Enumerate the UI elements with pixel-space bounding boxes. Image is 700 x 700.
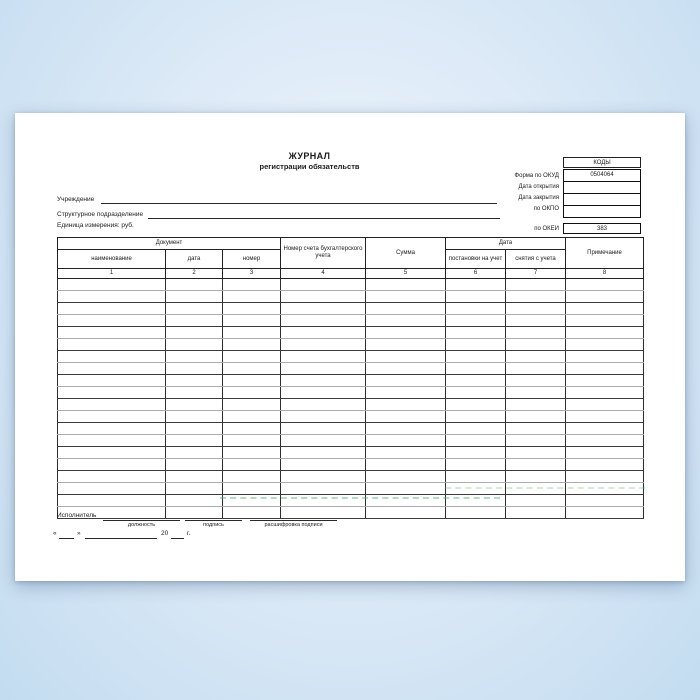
codes-label-okud: Форма по ОКУД: [514, 173, 559, 179]
table-row: [58, 303, 644, 315]
table-cell: [506, 375, 566, 387]
table-row: [58, 387, 644, 399]
table-cell: [223, 327, 281, 339]
table-cell: [566, 387, 644, 399]
table-cell: [223, 447, 281, 459]
header-dereg-date: снятия с учета: [506, 250, 566, 269]
table-cell: [223, 435, 281, 447]
column-number: 8: [566, 269, 644, 279]
table-row: [58, 447, 644, 459]
table-row: [58, 363, 644, 375]
watermark-dots: [220, 497, 500, 499]
table-cell: [566, 279, 644, 291]
table-cell: [506, 399, 566, 411]
table-cell: [566, 315, 644, 327]
header-sum: Сумма: [366, 238, 446, 269]
department-label: Структурное подразделение: [57, 211, 144, 218]
table-row: [58, 423, 644, 435]
table-cell: [366, 399, 446, 411]
table-cell: [506, 495, 566, 507]
table-cell: [223, 363, 281, 375]
table-row: [58, 327, 644, 339]
table-cell: [223, 339, 281, 351]
table-cell: [166, 387, 223, 399]
column-number: 6: [446, 269, 506, 279]
table-cell: [446, 315, 506, 327]
form-title: [57, 151, 562, 172]
date-year-suffix: г.: [187, 530, 191, 537]
table-cell: [58, 471, 166, 483]
table-cell: [506, 351, 566, 363]
header-note: Примечание: [566, 238, 644, 269]
table-row: [58, 291, 644, 303]
table-row: [58, 411, 644, 423]
table-cell: [366, 423, 446, 435]
table-cell: [366, 339, 446, 351]
codes-label-okei: по ОКЕИ: [534, 226, 559, 232]
table-cell: [366, 483, 446, 495]
table-cell: [223, 387, 281, 399]
table-cell: [166, 399, 223, 411]
table-cell: [446, 447, 506, 459]
table-cell: [566, 435, 644, 447]
table-cell: [281, 507, 366, 519]
department-line: [148, 217, 500, 219]
table-cell: [566, 507, 644, 519]
table-cell: [281, 423, 366, 435]
table-cell: [566, 471, 644, 483]
table-cell: [566, 423, 644, 435]
table-cell: [166, 303, 223, 315]
table-cell: [281, 279, 366, 291]
table-cell: [223, 351, 281, 363]
table-cell: [366, 363, 446, 375]
table-cell: [566, 351, 644, 363]
table-cell: [166, 315, 223, 327]
table-row: [58, 351, 644, 363]
table-cell: [281, 435, 366, 447]
table-cell: [506, 327, 566, 339]
table-cell: [366, 507, 446, 519]
table-cell: [566, 495, 644, 507]
table-cell: [58, 387, 166, 399]
codes-value-okei: 383: [563, 223, 641, 234]
table-cell: [58, 303, 166, 315]
table-cell: [166, 327, 223, 339]
table-cell: [166, 483, 223, 495]
table-cell: [506, 315, 566, 327]
table-row: [58, 459, 644, 471]
table-cell: [281, 375, 366, 387]
table-cell: [166, 339, 223, 351]
table-cell: [281, 303, 366, 315]
table-cell: [446, 435, 506, 447]
table-cell: [366, 303, 446, 315]
header-account: Номер счета бухгалтерского учета: [281, 238, 366, 269]
table-cell: [446, 351, 506, 363]
table-cell: [223, 471, 281, 483]
table-cell: [506, 303, 566, 315]
table-cell: [58, 339, 166, 351]
table-cell: [223, 459, 281, 471]
form-title-line1: ЖУРНАЛ: [288, 151, 331, 161]
table-cell: [281, 483, 366, 495]
date-close-quote: »: [77, 530, 81, 537]
table-cell: [166, 435, 223, 447]
table-cell: [58, 483, 166, 495]
table-row: [58, 435, 644, 447]
table-cell: [281, 351, 366, 363]
table-cell: [281, 471, 366, 483]
table-row: [58, 375, 644, 387]
table-cell: [58, 435, 166, 447]
table-cell: [281, 339, 366, 351]
codes-value-close-date: [564, 194, 640, 206]
table-row: [58, 315, 644, 327]
table-cell: [223, 411, 281, 423]
table-row: [58, 339, 644, 351]
table-body: [58, 279, 644, 519]
table-cell: [566, 399, 644, 411]
header-reg-date: постановки на учет: [446, 250, 506, 269]
table-cell: [506, 339, 566, 351]
table-cell: [281, 411, 366, 423]
table-cell: [166, 459, 223, 471]
table-cell: [366, 351, 446, 363]
table-cell: [281, 459, 366, 471]
watermark-dots: [445, 487, 645, 489]
table-cell: [506, 279, 566, 291]
table-cell: [223, 279, 281, 291]
table-cell: [446, 363, 506, 375]
unit-label: Единица измерения: руб.: [57, 222, 134, 229]
table-cell: [166, 375, 223, 387]
table-cell: [446, 279, 506, 291]
table-cell: [566, 363, 644, 375]
table-cell: [281, 327, 366, 339]
table-cell: [566, 339, 644, 351]
table-cell: [223, 375, 281, 387]
table-row: [58, 507, 644, 519]
signature-caption: подпись: [203, 522, 224, 528]
table-cell: [366, 447, 446, 459]
position-caption: должность: [127, 522, 156, 528]
table-cell: [366, 411, 446, 423]
institution-label: Учреждение: [57, 196, 95, 203]
date-year-prefix: 20: [161, 530, 169, 537]
table-cell: [166, 291, 223, 303]
table-cell: [566, 327, 644, 339]
codes-value-okpo: [564, 206, 640, 217]
signature-decipher-line: [250, 519, 337, 521]
table-cell: [166, 471, 223, 483]
table-cell: [58, 447, 166, 459]
table-cell: [506, 507, 566, 519]
codes-label-close-date: Дата закрытия: [518, 195, 559, 201]
table-cell: [58, 375, 166, 387]
table-cell: [58, 363, 166, 375]
codes-label-open-date: Дата открытия: [518, 184, 559, 190]
table-cell: [506, 411, 566, 423]
table-cell: [166, 447, 223, 459]
table-cell: [446, 423, 506, 435]
table-cell: [566, 303, 644, 315]
header-doc-name: наименование: [58, 250, 166, 269]
codes-label-okpo: по ОКПО: [533, 206, 559, 212]
table-cell: [58, 423, 166, 435]
column-number: 3: [223, 269, 281, 279]
table-cell: [281, 291, 366, 303]
table-cell: [223, 483, 281, 495]
table-cell: [281, 363, 366, 375]
signature-decipher-caption: расшифровка подписи: [264, 522, 323, 528]
table-cell: [223, 507, 281, 519]
table-cell: [506, 471, 566, 483]
table-cell: [366, 435, 446, 447]
table-cell: [281, 447, 366, 459]
table-cell: [506, 447, 566, 459]
table-cell: [281, 315, 366, 327]
position-line: [103, 519, 180, 521]
table-cell: [446, 291, 506, 303]
table-cell: [366, 471, 446, 483]
table-cell: [506, 291, 566, 303]
date-day-line: [59, 537, 74, 539]
table-cell: [566, 411, 644, 423]
table-cell: [366, 327, 446, 339]
header-date: Дата: [446, 238, 566, 250]
table-cell: [58, 495, 166, 507]
signature-line: [185, 519, 242, 521]
table-cell: [446, 459, 506, 471]
table-cell: [366, 375, 446, 387]
table-cell: [223, 303, 281, 315]
column-number: 7: [506, 269, 566, 279]
table-cell: [566, 375, 644, 387]
table-cell: [446, 375, 506, 387]
table-cell: [566, 291, 644, 303]
table-cell: [446, 471, 506, 483]
table-cell: [506, 387, 566, 399]
table-row: [58, 279, 644, 291]
table-cell: [366, 459, 446, 471]
form-title-line2: регистрации обязательств: [259, 162, 360, 172]
table-cell: [366, 291, 446, 303]
table-cell: [58, 327, 166, 339]
table-row: [58, 399, 644, 411]
column-numbers-row: [58, 269, 644, 279]
table-cell: [366, 279, 446, 291]
column-number: 1: [58, 269, 166, 279]
institution-line: [101, 202, 497, 204]
date-month-line: [85, 537, 157, 539]
table-cell: [58, 459, 166, 471]
table-cell: [446, 303, 506, 315]
document-sheet: [15, 113, 685, 581]
table-cell: [506, 423, 566, 435]
table-cell: [58, 291, 166, 303]
column-number: 2: [166, 269, 223, 279]
codes-header: КОДЫ: [563, 157, 641, 168]
column-number: 5: [366, 269, 446, 279]
table-cell: [58, 411, 166, 423]
header-doc-number: номер: [223, 250, 281, 269]
table-cell: [446, 399, 506, 411]
table-cell: [446, 507, 506, 519]
table-cell: [223, 291, 281, 303]
table-cell: [446, 411, 506, 423]
table-cell: [506, 459, 566, 471]
date-open-quote: «: [53, 530, 57, 537]
table-cell: [281, 399, 366, 411]
table-cell: [166, 423, 223, 435]
table-cell: [58, 399, 166, 411]
table-cell: [166, 507, 223, 519]
table-cell: [58, 279, 166, 291]
header-document: Документ: [58, 238, 281, 250]
table-cell: [166, 363, 223, 375]
codes-value-open-date: [564, 182, 640, 194]
table-row: [58, 471, 644, 483]
table-cell: [166, 279, 223, 291]
registration-table: [57, 237, 644, 519]
table-cell: [223, 423, 281, 435]
table-cell: [166, 411, 223, 423]
table-cell: [446, 327, 506, 339]
codes-value-stack: [563, 169, 641, 218]
table-cell: [166, 351, 223, 363]
table-cell: [58, 351, 166, 363]
column-number: 4: [281, 269, 366, 279]
table-cell: [366, 387, 446, 399]
table-cell: [446, 339, 506, 351]
table-cell: [566, 459, 644, 471]
table-cell: [58, 315, 166, 327]
date-year-line: [171, 537, 184, 539]
registration-table-wrap: [57, 237, 644, 519]
table-cell: [223, 315, 281, 327]
table-cell: [366, 315, 446, 327]
table-cell: [506, 363, 566, 375]
table-cell: [223, 399, 281, 411]
table-cell: [506, 435, 566, 447]
header-doc-date: дата: [166, 250, 223, 269]
table-cell: [566, 447, 644, 459]
table-cell: [281, 387, 366, 399]
codes-value-okud: 0504064: [564, 170, 640, 182]
executor-label: Исполнитель: [57, 512, 97, 519]
table-cell: [166, 495, 223, 507]
table-cell: [446, 387, 506, 399]
